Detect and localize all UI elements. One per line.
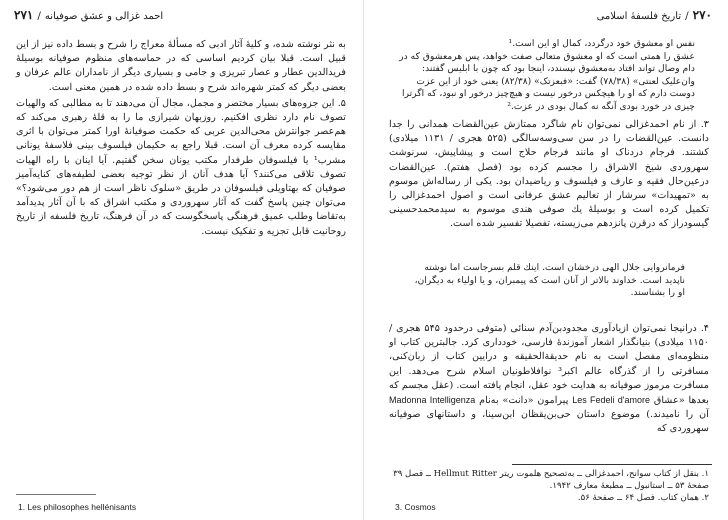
left-running-title: احمد غزالی و عشق صوفیانه <box>44 11 164 22</box>
header-separator: / <box>685 10 689 22</box>
latin-term-fedeli: Les Fedeli d'amore <box>572 395 650 406</box>
book-gutter <box>363 0 364 520</box>
right-running-header <box>597 8 712 22</box>
footnote: ۱. بنقل از کتاب سوانح، احمدغزالی ــ به‌تصحیح هلموت ریتر Hellmut Ritter ــ فصل ۳۹ صفحهٔ ۵۳ ــ استانبول ــ مطبعهٔ معارف ۱۹۴۲. <box>393 469 709 491</box>
right-page-number: ۲۷۰ <box>692 8 712 22</box>
left-bottom-tag: 1. Les philosophes hellénisants <box>18 502 137 512</box>
left-page <box>0 0 362 520</box>
left-page-number: ۲۷۱ <box>14 8 34 22</box>
right-page <box>365 0 728 520</box>
quote-line: عشق را همتی است که او معشوق متعالی صفت خواهد، پس هرمعشوق که در دام وصال تواند افتاد به‌معشوق نپسندد، اینجا بود که چون با ابلیس گفتند: وان‌علیک لعنتی» (۷۸/۳۸) گفت: «فبعزتک» (۸۲/۳۸) یعنی خود از این عزت دوست دارم که او را هیچکس درخور نیست و هیچ‌چیز درخور او نبود، که اگرترا چیزی در خورد بودی آنگه نه کمال بودی در عزت.² <box>399 50 695 112</box>
footnote: ۲. همان کتاب. فصل ۶۴ ــ صفحهٔ ۵۶. <box>577 493 709 503</box>
quote-line: فرمانروایی جلال الهی درخشان است. اینك قلم بسرجاست اما نوشته ناپدید است. خداوند بالاتر از آنان است که پیمبران، و یا اولیاء به دیگران، او را بشناسند. <box>414 262 685 299</box>
header-separator: / <box>37 10 41 22</box>
paragraph-three: ۳. از نام احمدغزالی نمی‌توان نام شاگرد ممتازش عین‌القضات همدانی را جدا دانست. عین‌القضات را در سن سی‌وسه‌سالگی (۵۲۵ هجری / ۱۱۳۱ میلادی) کشتند. فرجام دردناک او مانند فرجام حلاج است و پیشاپیش، سرنوشت سهروردی شیخ الاشراق را مجسم کرده بود (فصل هفتم). عین‌القضات درعین‌حال فقیه و عارف و فیلسوف و ریاضیدان بود. یکی از رساله‌اش موسوم به «تمهیدات» سرشار از تعالیم عشق عرفانی است و اصول احمدغزالی را تکمیل کرده است و بوسیلهٔ یك صوفی هندی موسوم به سیدمحمدحسینی گیسودراز که درقرن پانزدهم می‌زیسته، تفصیلا تفسیر شده است. <box>389 119 709 230</box>
paragraph-four-end: آن را نامیدند.) موضوع داستان حی‌بن‌یقظان ابن‌سینا، و داستانهای صوفیانه سهروردی که <box>389 409 709 435</box>
quote-line: نفس او معشوق خود درگردد، کمال او این است.¹ <box>508 38 695 49</box>
latin-term-madonna: Madonna Intelligenza <box>389 395 476 406</box>
right-running-title: تاریخ فلسفهٔ اسلامی <box>596 11 682 22</box>
quote-block-two <box>405 262 685 300</box>
paragraph-four-start: ۴. درانیجا نمی‌توان ازیادآوری مجدودبن‌آدم سنائی (متوفی درحدود ۵۴۵ هجری / ۱۱۵۰ میلادی) بنیانگذار اشعار آموزندهٔ فارسی، خودداری کرد. جالبترین کتاب او منظومه‌ای مفصل است به نام حدیقةالحقیقه و درایین کتاب از زبان‌کنی، مسافرتی را از گذرگاه عالم اکبر³ نوافلاطونیان اسلام شرح می‌دهد. این مسافرت مرموز صوفیانه به هدایت خود عقل، انجام یافته است. (عقل مجسم که بعدها «عشاق <box>389 323 709 407</box>
footnote-rule <box>16 494 96 495</box>
footnotes <box>387 468 709 504</box>
paragraph-four-mid: پیرامون «دانت» به‌نام <box>475 395 573 407</box>
left-paragraph: ۵. این جزوه‌های بسیار مختصر و مجمل، مجال آن می‌دهند تا به مطالبی که والهیات تصوف نام دارد نظری افکنیم. روزبهان شیرازی ما را به قلهٔ رهبری می‌کند که هم‌عصر جوانترش محی‌الدین عربی که حکمت صوفیانهٔ اورا کمتر می‌توان با اثری مقایسه کرده معرف آن است. قبلا راجع به حکیمان فیلسوف بینی فلاسفهٔ یونانی مشرب¹ یا فیلسوفان طرفدار مکتب یونان سخن گفتیم. آیا اینان با راه الهیات تصوف تلاقی می‌کنند؟ آیا هدف آنان از نظر توجیه بعضی لطیفه‌های کنایه‌آمیز صوفیان که بهتاویلی فیلسوفان در طریق «سلوک ناظر است از هم دور می‌شود؟» می‌توان چنین پاسخ گفت که آثار سهروردی و مکتب اشراق که با آن آثار پدیدآمد به‌تقاضا وطلب عمیق فرهنگی پاسخگوست که در آن فرهنگ، تاریخ فلسفه از تاریخ روحانیت قابل تجزیه و تفکیک نیست. <box>16 97 346 237</box>
left-paragraph: به نثر نوشته شده، و کلیهٔ آثار ادبی که مسألهٔ معراج را شرح و بسط داده نیز از این قبیل است. قبلا بیان کردیم اساسی که در حماسه‌های منظوم صوفیانه بوسیلهٔ فریدالدین عطار و عصار تبریزی و جامی و بسیاری دیگر از نامداران عالم عرفان و بعضی دیگر که کمتر شهره‌اند شرح و بسط داده شده در همین معنی است. <box>16 39 346 93</box>
paragraph-four <box>389 322 709 437</box>
left-running-header <box>14 8 163 22</box>
quote-block-one <box>395 38 695 114</box>
right-bottom-tag: 3. Cosmos <box>395 502 436 512</box>
left-body-text <box>16 38 346 239</box>
footnote-rule <box>512 464 712 465</box>
